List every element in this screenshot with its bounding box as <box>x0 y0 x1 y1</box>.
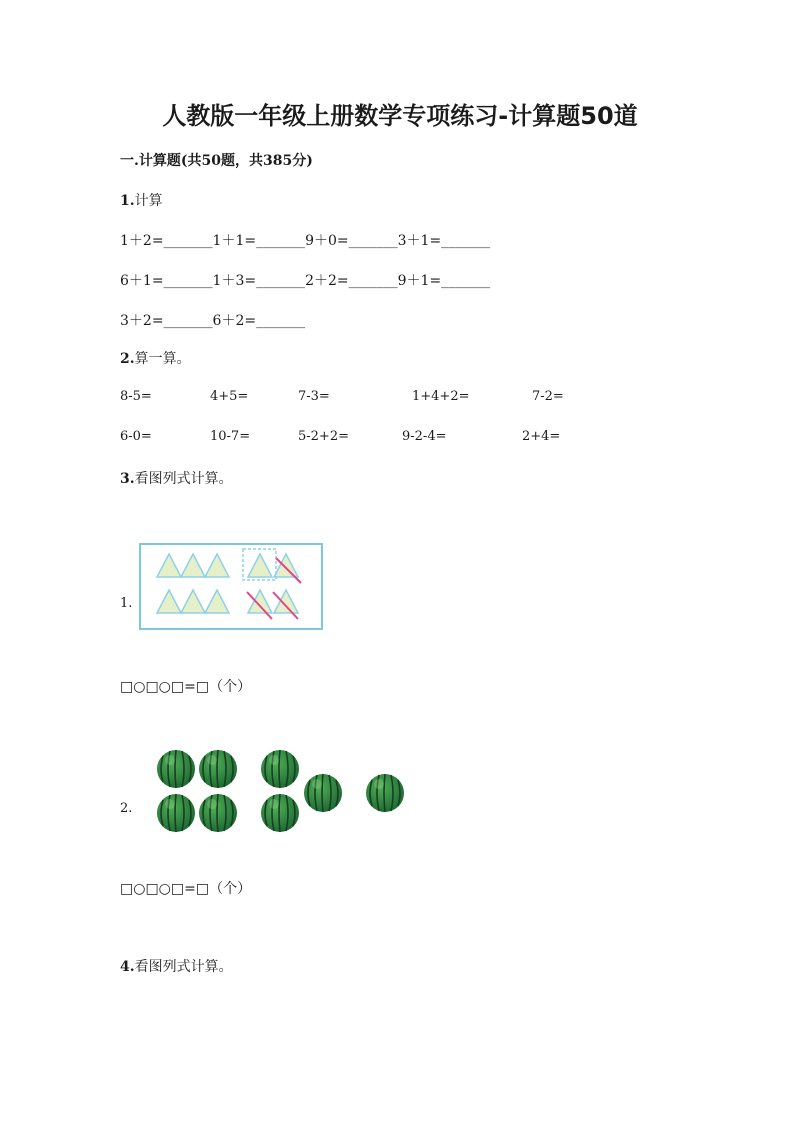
q2-item: 7-3= <box>298 389 330 404</box>
question-3-heading <box>120 468 233 488</box>
q3-sub1-answer: □○□○□=□（个） <box>120 679 252 695</box>
triangles-figure <box>139 543 324 631</box>
question-number: 3. <box>120 471 135 487</box>
watermelon-icon <box>366 774 404 812</box>
question-prompt: 算一算。 <box>134 351 191 367</box>
watermelons-figure <box>150 745 412 837</box>
question-number: 4. <box>120 959 135 975</box>
question-1-heading <box>120 190 163 210</box>
sub-question-label: 2. <box>120 801 133 816</box>
watermelon-icon <box>261 794 299 832</box>
question-4-heading <box>120 956 233 976</box>
watermelon-icon <box>261 750 299 788</box>
q2-item: 4+5= <box>210 389 249 404</box>
watermelon-icon <box>199 794 237 832</box>
watermelon-icon <box>157 794 195 832</box>
question-prompt: 计算 <box>134 193 163 209</box>
question-number: 1. <box>120 193 135 209</box>
q2-item: 7-2= <box>532 389 564 404</box>
watermelon-icon <box>199 750 237 788</box>
q2-item: 9-2-4= <box>402 429 447 444</box>
watermelon-icon <box>304 774 342 812</box>
q3-sub2-answer: □○□○□=□（个） <box>120 881 252 897</box>
question-prompt: 看图列式计算。 <box>134 471 233 487</box>
q2-item: 5-2+2= <box>298 429 349 444</box>
sub-question-label: 1. <box>120 596 133 611</box>
q2-item: 1+4+2= <box>412 389 470 404</box>
question-2-heading <box>120 348 191 368</box>
page-title: 人教版一年级上册数学专项练习-计算题50道 <box>162 102 638 130</box>
q1-line-1: 1＋2=_______1＋1=_______9＋0=_______3＋1=_______ <box>120 233 491 249</box>
q2-item: 6-0= <box>120 429 152 444</box>
q2-item: 10-7= <box>210 429 251 444</box>
q2-item: 2+4= <box>522 429 561 444</box>
question-prompt: 看图列式计算。 <box>134 959 233 975</box>
watermelon-icon <box>157 750 195 788</box>
q1-line-3: 3＋2=_______6＋2=_______ <box>120 313 306 329</box>
q1-line-2: 6＋1=_______1＋3=_______2＋2=_______9＋1=_______ <box>120 273 491 289</box>
section-heading: 一.计算题(共50题，共385分) <box>120 153 313 169</box>
question-number: 2. <box>120 351 135 367</box>
q2-item: 8-5= <box>120 389 152 404</box>
